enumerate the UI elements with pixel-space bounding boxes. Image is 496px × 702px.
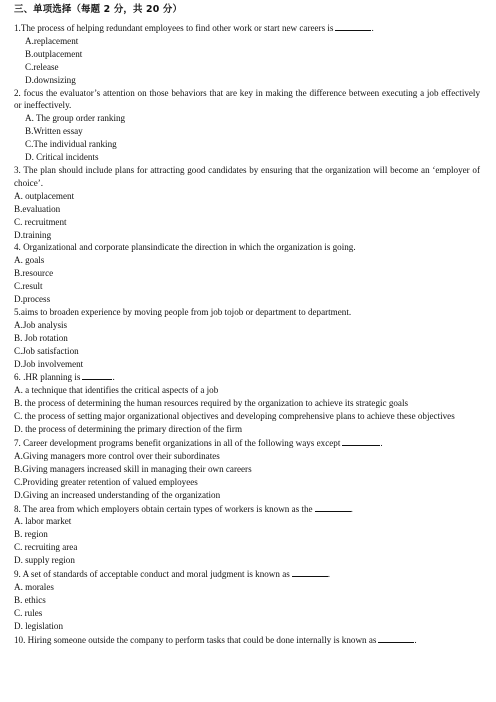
question-block <box>14 164 480 241</box>
question-block <box>14 567 480 633</box>
answer-blank <box>335 21 371 31</box>
exam-page <box>14 4 480 647</box>
option-d: D.training <box>14 229 52 240</box>
option-d: D. the process of determining the primary direction of the firm <box>14 424 243 435</box>
option-b: B.outplacement <box>25 48 83 59</box>
option-b: B. the process of determining the human resources required by the organization to achieve its strategic goals <box>14 398 409 409</box>
answer-blank <box>82 370 112 380</box>
option-b: B.resource <box>14 268 54 279</box>
option-c: C.Job satisfaction <box>14 345 79 356</box>
option-a: A. The group order ranking <box>25 113 126 124</box>
option-c: C.release <box>25 61 59 72</box>
option-b: B.Written essay <box>25 126 83 137</box>
option-a: A. goals <box>14 255 45 266</box>
question-block <box>14 241 480 306</box>
option-d: D.Giving an increased understanding of the organization <box>14 489 221 500</box>
option-a: A. a technique that identifies the critical aspects of a job <box>14 385 219 396</box>
question-text: 1.The process of helping redundant employees to find other work or start new careers is . <box>14 23 374 33</box>
option-d: D.downsizing <box>25 74 76 85</box>
question-text: 8. The area from which employers obtain certain types of workers is known as the . <box>14 503 353 514</box>
section-heading: 三、单项选择（每题 2 分，共 20 分） <box>14 4 183 15</box>
option-a: A.Job analysis <box>14 319 68 330</box>
option-d: D. supply region <box>14 555 75 566</box>
option-b: B.evaluation <box>14 203 61 214</box>
option-a: A.Giving managers more control over their subordinates <box>14 450 220 461</box>
question-text: 6. .HR planning is . <box>14 372 115 383</box>
option-b: B. ethics <box>14 594 46 605</box>
option-b: B. region <box>14 529 48 540</box>
option-d: D.Job involvement <box>14 358 84 369</box>
question-block <box>14 633 480 647</box>
option-c: C.result <box>14 281 43 292</box>
question-text: 4. Organizational and corporate plansindicate the direction in which the organization is going. <box>14 242 356 253</box>
option-b: B. Job rotation <box>14 332 68 343</box>
option-b: B.Giving managers increased skill in managing their own careers <box>14 463 252 474</box>
option-c: C. the process of setting major organizational objectives and developing comprehensive plans to achieve these objectives <box>14 411 455 422</box>
option-c: C.The individual ranking <box>25 139 117 150</box>
question-block <box>14 502 480 568</box>
option-d: D. Critical incidents <box>25 152 99 163</box>
question-text: 3. The plan should include plans for attracting good candidates by ensuring that the organization will become an ‘employer of choice’. <box>14 164 480 188</box>
option-c: C. rules <box>14 607 43 618</box>
answer-blank <box>292 567 328 577</box>
question-block <box>14 306 480 371</box>
question-text: 7. Career development programs benefit organizations in all of the following ways except . <box>14 438 383 448</box>
question-text: 9. A set of standards of acceptable conduct and moral judgment is known as . <box>14 569 331 580</box>
answer-blank <box>378 633 414 643</box>
option-a: A. morales <box>14 581 54 592</box>
option-d: D. legislation <box>14 620 63 631</box>
answer-blank <box>315 502 351 512</box>
answer-blank <box>342 436 380 446</box>
question-text: 10. Hiring someone outside the company to perform tasks that could be done internally is known as . <box>14 634 417 645</box>
option-c: C. recruitment <box>14 216 67 227</box>
option-a: A. labor market <box>14 516 72 527</box>
option-a: A.replacement <box>25 35 79 46</box>
question-block <box>14 436 480 502</box>
question-text: 5.aims to broaden experience by moving people from job tojob or department to department. <box>14 306 352 317</box>
option-c: C.Providing greater retention of valued employees <box>14 476 198 487</box>
option-c: C. recruiting area <box>14 542 78 553</box>
question-text: 2. focus the evaluator’s attention on those behaviors that are key in making the difference between executing a job effectively or ineffectively. <box>14 87 480 111</box>
question-block <box>14 87 480 164</box>
option-a: A. outplacement <box>14 190 75 201</box>
question-block <box>14 21 480 87</box>
option-d: D.process <box>14 294 51 305</box>
question-block <box>14 370 480 436</box>
